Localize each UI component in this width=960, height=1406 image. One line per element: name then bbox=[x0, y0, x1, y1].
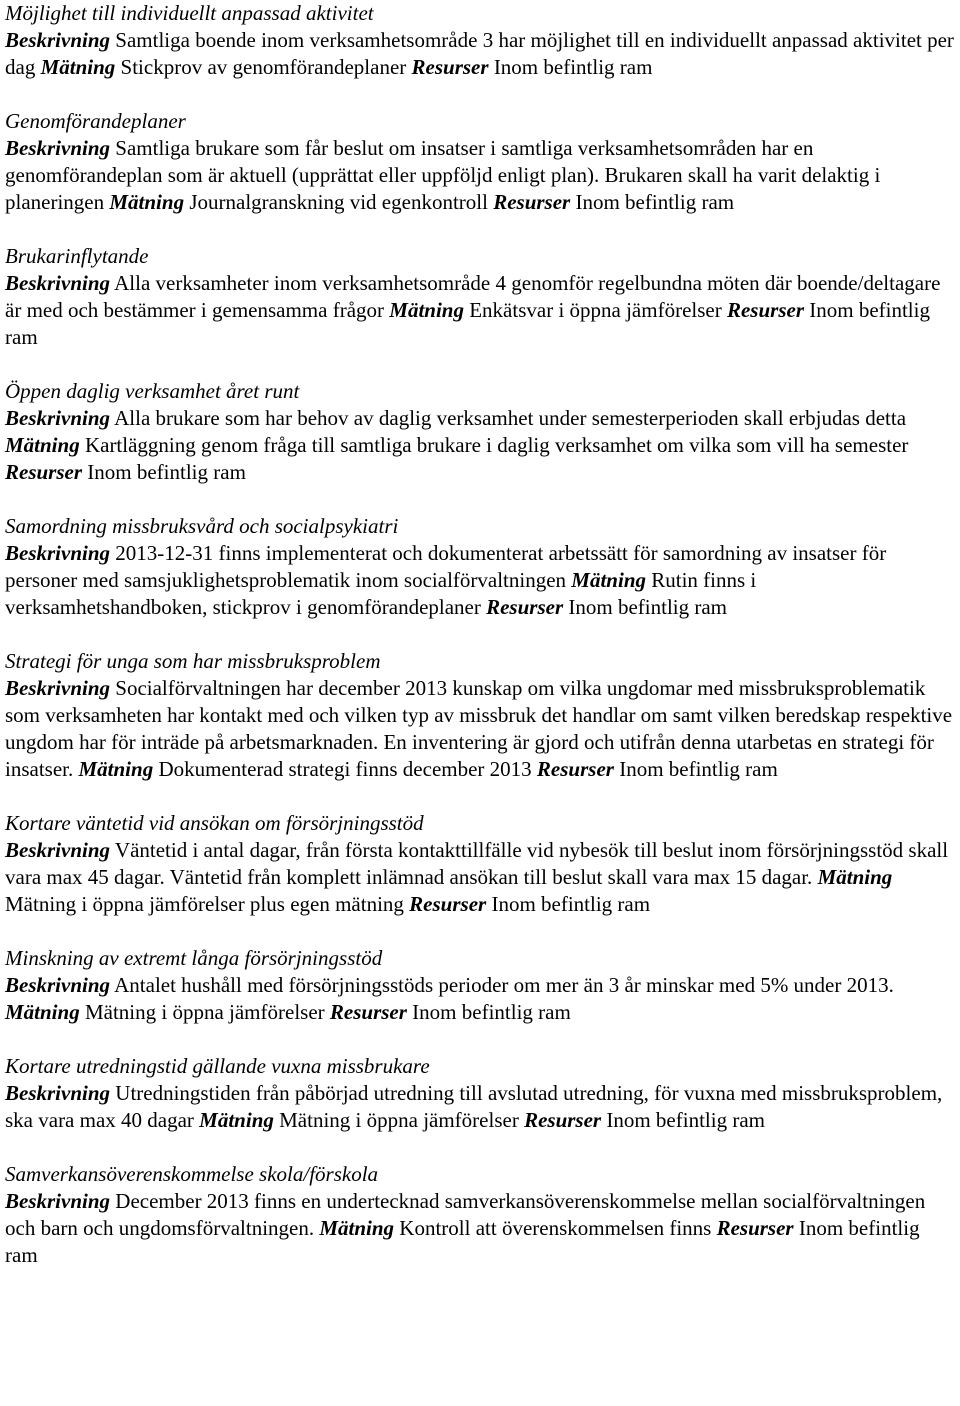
section-kortare-vantetid bbox=[5, 810, 954, 918]
section-title: Strategi för unga som har missbruksproblem bbox=[5, 649, 381, 673]
resurser-text: Inom befintlig ram bbox=[619, 757, 778, 781]
resurser-text: Inom befintlig ram bbox=[5, 1216, 920, 1267]
resurser-label: Resurser bbox=[486, 595, 564, 619]
beskrivning-text: Väntetid i antal dagar, från första kontakttillfälle vid nybesök till beslut inom försörjningsstöd skall vara max 45 dagar. Väntetid från komplett inlämnad ansökan till beslut skall vara max 15 dagar. bbox=[5, 838, 949, 889]
matning-text: Kartläggning genom fråga till samtliga brukare i daglig verksamhet om vilka som vill ha semester bbox=[84, 433, 909, 457]
resurser-label: Resurser bbox=[536, 757, 614, 781]
section-body bbox=[5, 1080, 954, 1134]
section-title: Öppen daglig verksamhet året runt bbox=[5, 379, 300, 403]
beskrivning-text: Alla brukare som har behov av daglig verksamhet under semesterperioden skall erbjudas detta bbox=[114, 406, 907, 430]
matning-label: Mätning bbox=[78, 757, 154, 781]
matning-text: Stickprov av genomförandeplaner bbox=[120, 55, 407, 79]
resurser-text: Inom befintlig ram bbox=[606, 1108, 765, 1132]
section-body bbox=[5, 27, 954, 81]
resurser-label: Resurser bbox=[726, 298, 804, 322]
beskrivning-label: Beskrivning bbox=[5, 136, 111, 160]
section-body bbox=[5, 972, 954, 1026]
matning-text: Enkätsvar i öppna jämförelser bbox=[469, 298, 722, 322]
section-body bbox=[5, 270, 954, 351]
beskrivning-text: Utredningstiden från påbörjad utredning till avslutad utredning, för vuxna med missbruksproblem, ska vara max 40 dagar bbox=[5, 1081, 943, 1132]
section-samverkansoverenskommelse bbox=[5, 1161, 954, 1269]
beskrivning-text: Samtliga boende inom verksamhetsområde 3 har möjlighet till en individuellt anpassad aktivitet per dag bbox=[5, 28, 954, 79]
section-body bbox=[5, 675, 954, 783]
section-genomforandeplaner bbox=[5, 108, 954, 216]
matning-label: Mätning bbox=[5, 433, 80, 457]
resurser-label: Resurser bbox=[716, 1216, 794, 1240]
beskrivning-text: Samtliga brukare som får beslut om insatser i samtliga verksamhetsområden har en genomförandeplan som är aktuell (upprättat eller uppföljd enligt plan). Brukaren skall ha varit delaktig i planeringen bbox=[5, 136, 881, 214]
section-strategi-unga bbox=[5, 648, 954, 783]
matning-label: Mätning bbox=[109, 190, 185, 214]
section-title: Minskning av extremt långa försörjningsstöd bbox=[5, 946, 383, 970]
matning-label: Mätning bbox=[389, 298, 464, 322]
section-brukarinflytande bbox=[5, 243, 954, 351]
matning-text: Mätning i öppna jämförelser plus egen mätning bbox=[5, 892, 404, 916]
beskrivning-text: 2013-12-31 finns implementerat och dokumenterat arbetssätt för samordning av insatser för personer med samsjuklighetsproblematik inom socialförvaltningen bbox=[5, 541, 887, 592]
beskrivning-label: Beskrivning bbox=[5, 28, 111, 52]
beskrivning-label: Beskrivning bbox=[5, 271, 111, 295]
resurser-text: Inom befintlig ram bbox=[493, 55, 653, 79]
matning-label: Mätning bbox=[817, 865, 893, 889]
beskrivning-text: Alla verksamheter inom verksamhetsområde 4 genomför regelbundna möten där boende/deltagare är med och bestämmer i gemensamma frågor bbox=[5, 271, 941, 322]
resurser-label: Resurser bbox=[411, 55, 489, 79]
resurser-text: Inom befintlig ram bbox=[5, 298, 930, 349]
section-title: Samordning missbruksvård och socialpsykiatri bbox=[5, 514, 399, 538]
section-title: Brukarinflytande bbox=[5, 244, 149, 268]
resurser-text: Inom befintlig ram bbox=[491, 892, 651, 916]
resurser-text: Inom befintlig ram bbox=[87, 460, 246, 484]
resurser-label: Resurser bbox=[409, 892, 487, 916]
beskrivning-text: December 2013 finns en undertecknad samverkansöverenskommelse mellan socialförvaltningen och barn och ungdomsförvaltningen. bbox=[5, 1189, 926, 1240]
beskrivning-label: Beskrivning bbox=[5, 1189, 111, 1213]
section-title: Genomförandeplaner bbox=[5, 109, 186, 133]
section-kortare-utredningstid bbox=[5, 1053, 954, 1134]
section-oppen-daglig-verksamhet bbox=[5, 378, 954, 486]
beskrivning-label: Beskrivning bbox=[5, 676, 111, 700]
section-body bbox=[5, 837, 954, 918]
section-title: Samverkansöverenskommelse skola/förskola bbox=[5, 1162, 379, 1186]
matning-text: Rutin finns i verksamhetshandboken, stickprov i genomförandeplaner bbox=[5, 568, 757, 619]
beskrivning-text: Socialförvaltningen har december 2013 kunskap om vilka ungdomar med missbruksproblematik som verksamheten har kontakt med och vilken typ av missbruk det handlar om samt vilken beredskap respektive ungdom har för inträde på arbetsmarknaden. En inventering är gjord och utifrån denna utarbetas en strategi för insatser. bbox=[5, 676, 953, 781]
section-title: Möjlighet till individuellt anpassad aktivitet bbox=[5, 1, 374, 25]
resurser-label: Resurser bbox=[329, 1000, 407, 1024]
beskrivning-label: Beskrivning bbox=[5, 838, 111, 862]
beskrivning-text: Antalet hushåll med försörjningsstöds perioder om mer än 3 år minskar med 5% under 2013. bbox=[114, 973, 894, 997]
resurser-label: Resurser bbox=[493, 190, 571, 214]
beskrivning-label: Beskrivning bbox=[5, 1081, 111, 1105]
matning-text: Journalgranskning vid egenkontroll bbox=[189, 190, 488, 214]
section-title: Kortare utredningstid gällande vuxna missbrukare bbox=[5, 1054, 430, 1078]
section-body bbox=[5, 135, 954, 216]
section-body bbox=[5, 405, 954, 486]
resurser-text: Inom befintlig ram bbox=[568, 595, 728, 619]
section-minskning-forsorjningsstod bbox=[5, 945, 954, 1026]
section-individuell-aktivitet bbox=[5, 0, 954, 81]
matning-text: Mätning i öppna jämförelser bbox=[84, 1000, 325, 1024]
section-body bbox=[5, 1188, 954, 1269]
matning-text: Dokumenterad strategi finns december 2013 bbox=[158, 757, 532, 781]
resurser-text: Inom befintlig ram bbox=[575, 190, 735, 214]
matning-label: Mätning bbox=[199, 1108, 274, 1132]
section-samordning-missbruksvard bbox=[5, 513, 954, 621]
beskrivning-label: Beskrivning bbox=[5, 406, 111, 430]
resurser-label: Resurser bbox=[524, 1108, 602, 1132]
matning-label: Mätning bbox=[571, 568, 646, 592]
section-body bbox=[5, 540, 954, 621]
section-title: Kortare väntetid vid ansökan om försörjningsstöd bbox=[5, 811, 424, 835]
matning-label: Mätning bbox=[40, 55, 116, 79]
resurser-label: Resurser bbox=[5, 460, 83, 484]
matning-text: Mätning i öppna jämförelser bbox=[279, 1108, 519, 1132]
beskrivning-label: Beskrivning bbox=[5, 541, 111, 565]
matning-label: Mätning bbox=[5, 1000, 80, 1024]
beskrivning-label: Beskrivning bbox=[5, 973, 111, 997]
matning-label: Mätning bbox=[319, 1216, 395, 1240]
matning-text: Kontroll att överenskommelsen finns bbox=[399, 1216, 712, 1240]
resurser-text: Inom befintlig ram bbox=[412, 1000, 571, 1024]
